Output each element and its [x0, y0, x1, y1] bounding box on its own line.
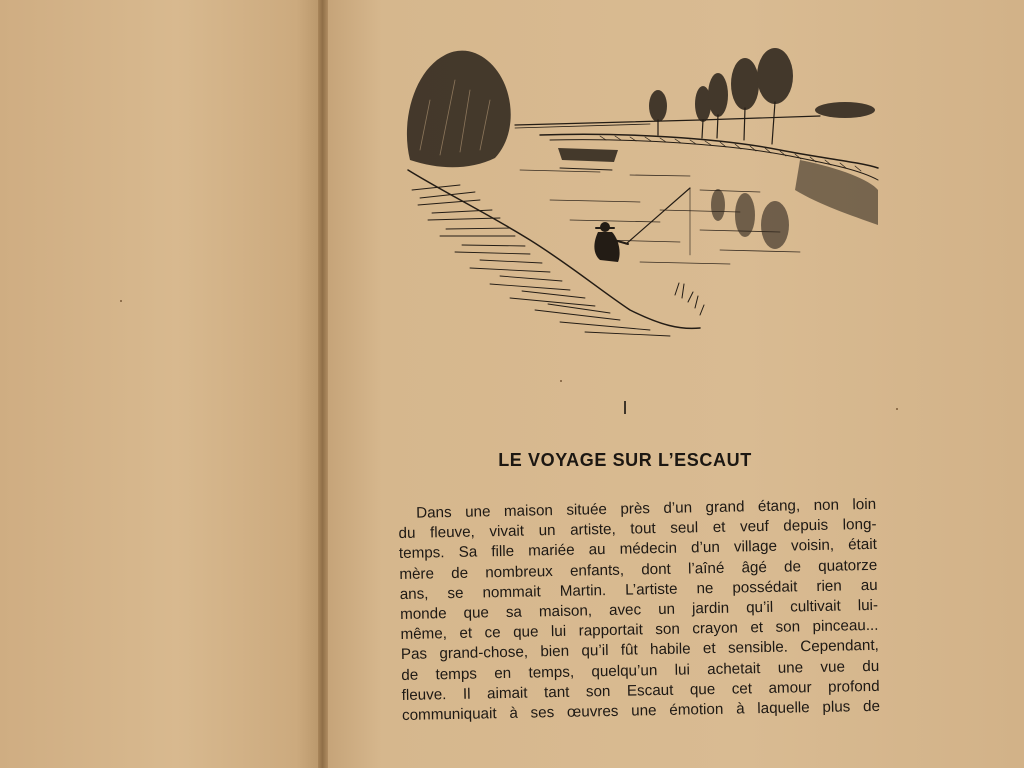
text-line: monde que sa maison, avec un jardin qu’il cultivait lui-	[399, 596, 879, 623]
text-line: mère de nombreux enfants, dont l’aîné âgé de quatorze	[399, 556, 878, 583]
text-line: ans, se nommait Martin. L’artiste ne possédait rien au	[399, 576, 878, 603]
paper-speck	[560, 380, 562, 382]
paper-speck	[896, 408, 898, 410]
text-line: de temps en temps, quelqu’un lui achetait une vue du	[401, 657, 880, 684]
text-line: Pas grand-chose, bien qu’il fût habile et sensible. Cependant,	[400, 637, 879, 664]
left-page	[0, 0, 322, 768]
text-line: même, et ce que lui rapportait son crayon et son pinceau...	[400, 616, 879, 644]
body-paragraph	[398, 495, 880, 726]
chapter-number: I	[622, 398, 628, 418]
text-line: fleuve. Il aimait tant son Escaut que cet amour profond	[401, 677, 880, 704]
text-line: du fleuve, vivait un artiste, tout seul et veuf depuis long-	[398, 516, 877, 543]
paper-speck	[120, 300, 122, 302]
text-line: Dans une maison située près d’un grand étang, non loin	[416, 495, 877, 522]
text-line: communiquait à ses œuvres une émotion à laquelle plus de	[401, 697, 881, 724]
fisherman-by-river-illustration	[400, 40, 890, 340]
text-line: temps. Sa fille mariée au médecin d’un village voisin, était	[398, 536, 878, 563]
chapter-title: LE VOYAGE SUR L’ESCAUT	[498, 450, 752, 470]
book-gutter	[318, 0, 328, 768]
